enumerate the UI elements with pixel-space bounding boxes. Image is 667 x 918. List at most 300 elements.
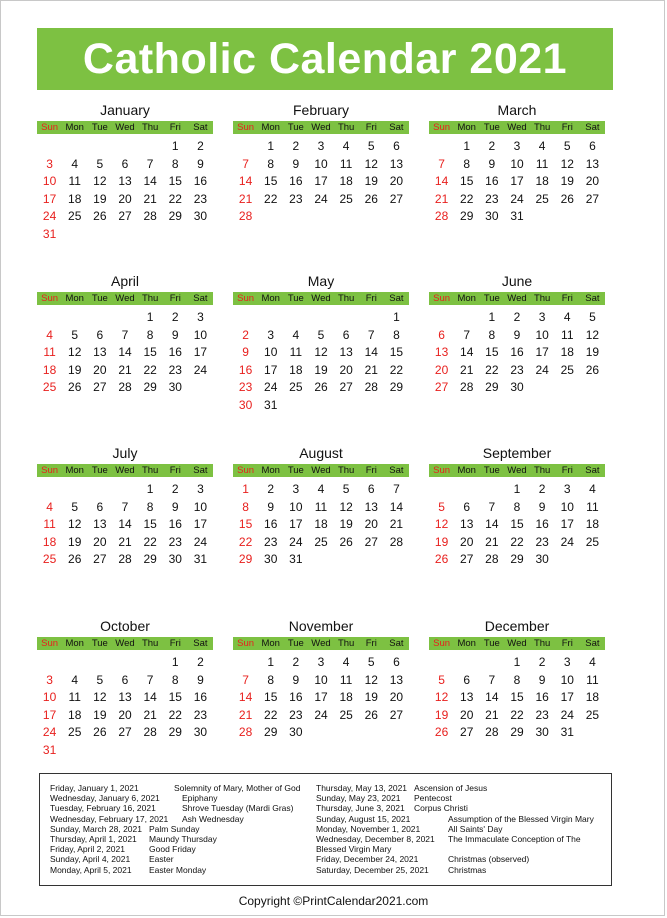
day-cell: 17 [510,174,524,189]
day-cell: 23 [168,362,182,377]
day-cell: 2 [171,310,179,324]
day-cell: 28 [118,380,132,395]
day-cell: 19 [93,707,107,722]
days-grid [37,654,213,760]
day-cell: 7 [488,672,496,687]
day-cell: 14 [238,690,253,705]
day-cell: 24 [42,725,57,740]
day-cell: 12 [93,690,107,705]
day-cell: 20 [118,191,132,206]
holiday-date: Thursday, April 1, 2021 [50,833,137,844]
day-cell: 4 [292,327,300,342]
day-cell: 13 [434,345,449,360]
day-cell: 18 [535,174,549,189]
day-cell: 18 [585,517,600,532]
day-cell: 4 [342,655,350,669]
day-cell: 2 [538,482,546,496]
day-cell: 7 [242,156,249,171]
day-cell: 3 [317,139,325,153]
day-cell: 5 [589,310,596,324]
weekday-label: Fri [365,638,377,649]
holiday-name: Solemnity of Mary, Mother of God [174,783,301,793]
day-cell: 25 [289,380,303,395]
empty-cell [429,309,454,327]
day-cell: 12 [339,499,353,514]
weekday-header [429,464,605,477]
day-cell: 10 [560,499,574,514]
weekday-label: Wed [507,465,527,476]
day-cell: 10 [42,690,57,705]
day-cell: 13 [339,345,353,360]
weekday-label: Wed [115,638,135,649]
day-cell: 31 [42,742,57,757]
month-name: April [110,273,139,289]
day-cell: 7 [393,482,400,496]
page-title: Catholic Calendar 2021 [37,28,613,90]
day-cell: 19 [434,534,449,549]
day-cell: 15 [168,174,182,189]
day-cell: 30 [193,725,208,740]
day-cell: 21 [143,707,157,722]
day-cell: 8 [146,327,154,342]
month-may [233,272,409,415]
weekday-label: Sun [41,122,59,133]
weekday-header [233,637,409,650]
day-cell: 2 [242,327,249,342]
day-cell: 18 [339,690,353,705]
day-cell: 18 [42,362,57,377]
day-cell: 20 [460,534,474,549]
day-cell: 29 [168,725,182,740]
day-cell: 5 [438,499,445,514]
weekday-label: Tue [287,122,304,133]
day-cell: 7 [242,672,249,687]
day-cell: 16 [168,345,182,360]
weekday-label: Tue [483,638,500,649]
empty-cell [479,654,504,672]
weekday-label: Fri [169,122,181,133]
day-cell: 9 [242,345,249,360]
day-cell: 7 [438,156,445,171]
weekday-label: Sun [433,293,451,304]
day-cell: 29 [389,380,404,395]
day-cell: 2 [197,655,204,669]
day-cell: 22 [485,362,499,377]
day-cell: 7 [146,156,154,171]
day-cell: 19 [364,174,378,189]
day-cell: 16 [238,362,253,377]
day-cell: 4 [317,482,325,496]
day-cell: 19 [93,191,107,206]
day-cell: 3 [46,672,53,687]
day-cell: 23 [289,191,303,206]
day-cell: 27 [339,380,353,395]
day-cell: 27 [118,725,132,740]
day-cell: 15 [143,517,157,532]
month-february [233,101,409,226]
day-cell: 23 [193,707,208,722]
empty-cell [112,138,137,156]
weekday-label: Tue [91,465,108,476]
weekday-header [233,464,409,477]
days-grid [37,481,213,569]
weekday-header [37,637,213,650]
day-cell: 24 [42,209,57,224]
weekday-label: Fri [169,465,181,476]
days-grid [429,138,605,226]
day-cell: 25 [535,191,549,206]
day-cell: 16 [264,517,278,532]
day-cell: 3 [513,139,521,153]
day-cell: 9 [513,327,521,342]
day-cell: 8 [242,499,249,514]
day-cell: 14 [143,174,157,189]
weekday-label: Sun [41,638,59,649]
day-cell: 9 [292,156,300,171]
day-cell: 20 [460,707,474,722]
day-cell: 7 [121,499,129,514]
weekday-label: Fri [561,465,573,476]
day-cell: 23 [535,707,549,722]
day-cell: 30 [510,380,524,395]
holiday-name: Corpus Christi [414,803,468,814]
holiday-name: Easter [149,854,174,865]
day-cell: 7 [367,327,375,342]
day-cell: 1 [171,655,179,669]
holiday-date: Monday, November 1, 2021 [316,823,421,834]
day-cell: 31 [289,552,303,567]
days-grid [429,654,605,742]
day-cell: 14 [143,690,157,705]
day-cell: 16 [510,345,524,360]
day-cell: 9 [488,156,496,171]
weekday-label: Sun [237,465,255,476]
day-cell: 23 [485,191,499,206]
weekday-label: Sun [237,293,255,304]
weekday-label: Mon [261,638,280,649]
weekday-label: Thu [141,122,159,133]
day-cell: 11 [339,672,353,687]
holiday-list [39,773,612,886]
day-cell: 13 [118,690,132,705]
day-cell: 31 [560,725,574,740]
day-cell: 3 [267,327,275,342]
day-cell: 8 [171,156,179,171]
day-cell: 11 [561,327,574,342]
day-cell: 20 [118,707,132,722]
day-cell: 25 [314,534,328,549]
empty-cell [233,138,258,156]
day-cell: 30 [264,552,278,567]
holiday-name: Pentecost [414,793,452,804]
day-cell: 11 [314,499,328,514]
day-cell: 16 [193,690,208,705]
weekday-label: Thu [533,638,551,649]
empty-cell [454,654,479,672]
holiday-name: Epiphany [182,793,218,804]
day-cell: 23 [238,380,253,395]
empty-cell [359,309,384,327]
day-cell: 6 [589,139,596,153]
day-cell: 19 [585,345,600,360]
day-cell: 25 [68,209,82,224]
month-december [429,617,605,742]
day-cell: 9 [538,672,546,687]
weekday-label: Fri [561,293,573,304]
day-cell: 16 [289,690,303,705]
days-grid [429,309,605,397]
day-cell: 29 [510,552,524,567]
weekday-label: Sat [585,293,600,304]
holiday-date: Wednesday, February 17, 2021 [50,813,169,824]
days-grid [233,309,409,415]
day-cell: 26 [364,707,378,722]
weekday-label: Mon [457,293,476,304]
day-cell: 18 [314,517,328,532]
day-cell: 12 [68,345,82,360]
day-cell: 2 [267,482,275,496]
empty-cell [37,481,62,499]
empty-cell [429,481,454,499]
holiday-name: Christmas [448,864,487,875]
weekday-header [429,292,605,305]
day-cell: 2 [292,655,300,669]
day-cell: 30 [168,380,182,395]
empty-cell [87,654,112,672]
day-cell: 18 [68,191,82,206]
day-cell: 11 [535,156,549,171]
day-cell: 13 [389,156,404,171]
month-name: June [501,273,533,289]
weekday-label: Sat [193,293,208,304]
day-cell: 17 [264,362,278,377]
weekday-label: Wed [507,293,527,304]
day-cell: 13 [585,156,600,171]
day-cell: 27 [460,552,474,567]
holiday-name: All Saints' Day [448,823,503,834]
weekday-header [429,637,605,650]
day-cell: 27 [585,191,600,206]
day-cell: 28 [143,209,157,224]
weekday-label: Tue [287,465,304,476]
holiday-date: Sunday, March 28, 2021 [50,823,142,834]
holiday-name: Maundy Thursday [149,833,217,844]
day-cell: 10 [193,499,208,514]
day-cell: 27 [118,209,132,224]
day-cell: 5 [96,156,104,171]
weekday-label: Thu [141,638,159,649]
days-grid [233,138,409,226]
day-cell: 24 [560,534,574,549]
day-cell: 13 [364,499,378,514]
day-cell: 22 [264,191,278,206]
day-cell: 23 [264,534,278,549]
day-cell: 9 [197,672,204,687]
day-cell: 19 [314,362,328,377]
holiday-name: Assumption of the Blessed Virgin Mary [448,813,594,824]
day-cell: 17 [560,517,574,532]
day-cell: 16 [289,174,303,189]
empty-cell [283,309,308,327]
holiday-name: Christmas (observed) [448,854,530,865]
empty-cell [429,138,454,156]
month-name: November [288,618,354,634]
month-name: July [112,445,138,461]
day-cell: 26 [93,209,107,224]
weekday-label: Wed [507,122,527,133]
empty-cell [233,309,258,327]
day-cell: 17 [42,707,57,722]
month-name: February [292,102,350,118]
empty-cell [308,309,333,327]
day-cell: 9 [171,327,179,342]
day-cell: 6 [438,327,445,342]
day-cell: 23 [289,707,303,722]
day-cell: 1 [267,139,275,153]
weekday-label: Sat [389,638,404,649]
weekday-label: Thu [337,465,355,476]
day-cell: 9 [267,499,275,514]
day-cell: 28 [389,534,404,549]
day-cell: 16 [535,690,549,705]
day-cell: 28 [238,209,253,224]
day-cell: 21 [364,362,378,377]
day-cell: 6 [96,327,104,342]
day-cell: 24 [289,534,303,549]
day-cell: 11 [289,345,303,360]
day-cell: 2 [488,139,496,153]
day-cell: 5 [367,139,375,153]
day-cell: 28 [238,725,253,740]
day-cell: 21 [485,534,499,549]
holiday-date: Thursday, May 13, 2021 [316,783,408,793]
holiday-date: Monday, April 5, 2021 [50,864,132,875]
month-june [429,272,605,397]
day-cell: 6 [393,655,400,669]
empty-cell [37,309,62,327]
day-cell: 13 [118,174,132,189]
weekday-label: Fri [365,122,377,133]
day-cell: 7 [146,672,154,687]
holiday-date: Wednesday, January 6, 2021 [50,793,160,804]
day-cell: 14 [485,690,499,705]
day-cell: 8 [171,672,179,687]
holiday-name: Ash Wednesday [182,813,244,824]
holiday-name: Blessed Virgin Mary [316,844,392,855]
day-cell: 15 [389,345,404,360]
day-cell: 19 [68,534,82,549]
day-cell: 27 [93,552,107,567]
day-cell: 1 [463,139,471,153]
weekday-label: Mon [457,638,476,649]
day-cell: 5 [563,139,571,153]
day-cell: 10 [314,156,328,171]
day-cell: 25 [560,362,574,377]
day-cell: 3 [317,655,325,669]
weekday-label: Mon [261,293,280,304]
weekday-label: Thu [141,465,159,476]
day-cell: 2 [538,655,546,669]
day-cell: 27 [389,707,404,722]
day-cell: 1 [242,482,249,496]
weekday-label: Sat [389,122,404,133]
day-cell: 17 [42,191,57,206]
day-cell: 6 [121,156,129,171]
day-cell: 12 [364,672,378,687]
day-cell: 22 [264,707,278,722]
month-name: December [484,618,550,634]
empty-cell [112,654,137,672]
day-cell: 5 [71,327,79,342]
days-grid [37,309,213,397]
day-cell: 4 [46,499,53,514]
day-cell: 11 [43,517,56,532]
weekday-label: Sun [433,465,451,476]
holiday-date: Friday, December 24, 2021 [316,854,419,865]
day-cell: 30 [485,209,499,224]
weekday-label: Sun [237,638,255,649]
day-cell: 17 [560,690,574,705]
day-cell: 12 [68,517,82,532]
weekday-label: Sat [389,465,404,476]
empty-cell [138,654,163,672]
holiday-date: Sunday, April 4, 2021 [50,854,131,865]
day-cell: 25 [585,534,600,549]
day-cell: 18 [68,707,82,722]
day-cell: 29 [143,552,157,567]
weekday-label: Sun [433,122,451,133]
day-cell: 23 [535,534,549,549]
holiday-date: Sunday, August 15, 2021 [316,813,411,824]
day-cell: 13 [93,517,107,532]
day-cell: 8 [463,156,471,171]
empty-cell [454,481,479,499]
day-cell: 18 [289,362,303,377]
day-cell: 28 [143,725,157,740]
day-cell: 11 [339,156,353,171]
weekday-label: Fri [365,293,377,304]
day-cell: 4 [538,139,546,153]
day-cell: 14 [434,174,449,189]
day-cell: 28 [364,380,378,395]
day-cell: 24 [193,362,208,377]
weekday-label: Tue [287,293,304,304]
weekday-label: Wed [311,638,331,649]
day-cell: 8 [513,499,521,514]
empty-cell [37,138,62,156]
day-cell: 13 [460,690,474,705]
day-cell: 19 [339,517,353,532]
day-cell: 19 [364,690,378,705]
day-cell: 31 [264,397,278,412]
weekday-label: Sat [585,638,600,649]
day-cell: 27 [364,534,378,549]
holiday-name: Shrove Tuesday (Mardi Gras) [182,803,294,814]
day-cell: 31 [510,209,524,224]
day-cell: 26 [434,552,449,567]
day-cell: 17 [289,517,303,532]
day-cell: 5 [367,655,375,669]
day-cell: 7 [463,327,471,342]
weekday-label: Sat [389,293,404,304]
copyright-footer: Copyright ©PrintCalendar2021.com [238,894,429,908]
day-cell: 20 [339,362,353,377]
weekday-label: Thu [533,122,551,133]
day-cell: 3 [197,310,204,324]
day-cell: 13 [389,672,404,687]
day-cell: 6 [121,672,129,687]
day-cell: 24 [510,191,524,206]
